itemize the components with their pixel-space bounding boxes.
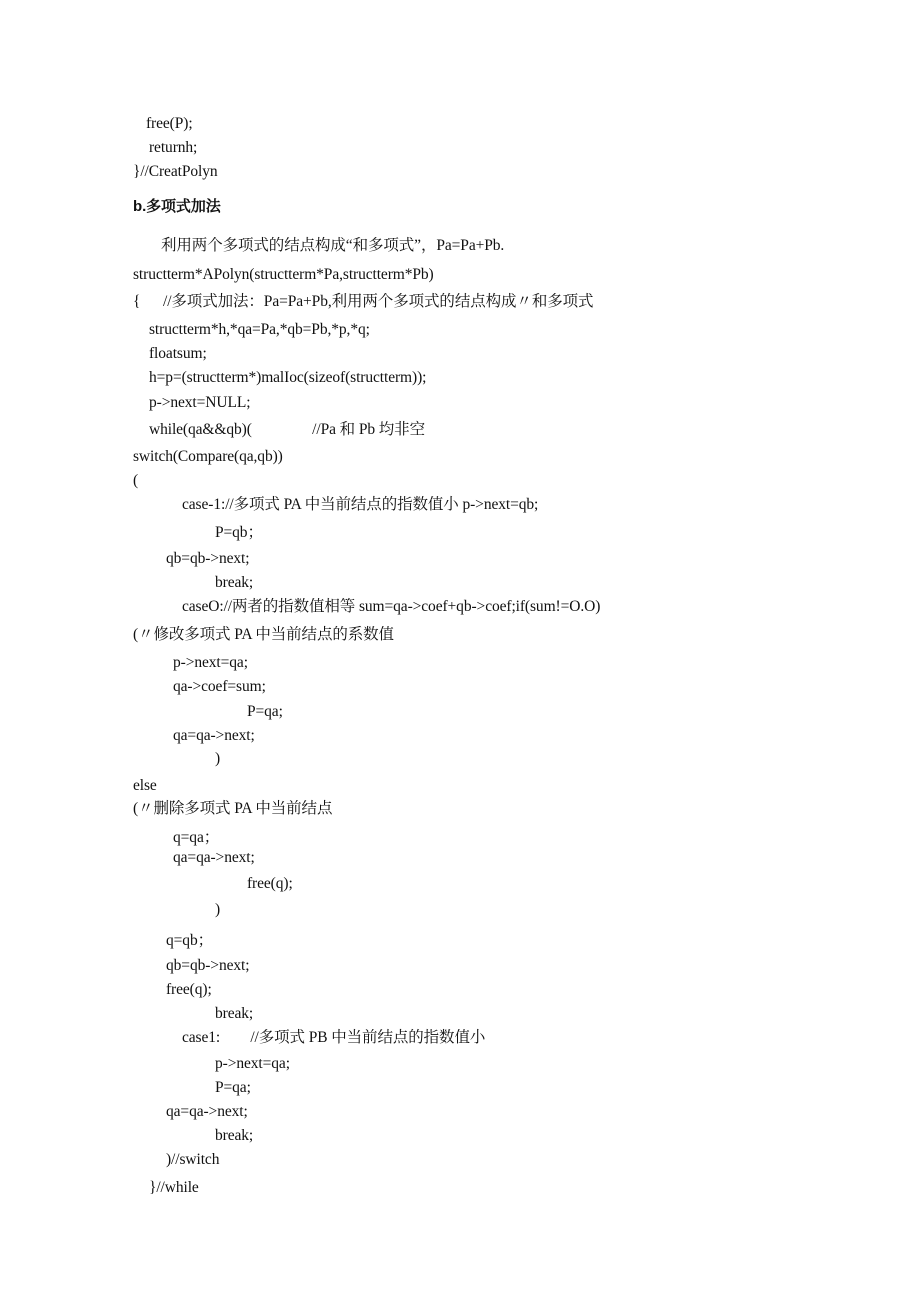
code-line-p-eq-qb: P=qb；	[215, 524, 263, 541]
code-line-p-next-qa-2: p->next=qa;	[215, 1055, 290, 1072]
code-line-break-3: break;	[215, 1127, 254, 1144]
section-heading: b.多项式加法	[133, 198, 221, 215]
code-line-qa-next-3: qa=qa->next;	[166, 1103, 248, 1120]
code-line-qa-next-2: qa=qa->next;	[173, 849, 255, 866]
code-line-switch: switch(Compare(qa,qb))	[133, 448, 283, 465]
code-line-else: else	[133, 777, 157, 794]
code-line-close-paren-2: )	[215, 901, 221, 918]
code-line-return: returnh;	[149, 139, 198, 156]
code-line-end-while: }//while	[149, 1179, 199, 1196]
code-line-break: break;	[215, 574, 254, 591]
code-line-malloc: h=p=(structterm*)malIoc(sizeof(structterm));	[149, 369, 427, 386]
code-line-p-next-qa: p->next=qa;	[173, 654, 248, 671]
code-line-break-2: break;	[215, 1005, 254, 1022]
code-line-q-eq-qb: q=qb；	[166, 932, 213, 949]
code-line-p-eq-qa-2: P=qa;	[215, 1079, 251, 1096]
paragraph-description: 利用两个多项式的结点构成“和多项式”，Pa=Pa+Pb.	[161, 237, 505, 254]
code-line-case-0: caseO://两者的指数值相等 sum=qa->coef+qb->coef;if(sum!=O.O)	[182, 598, 601, 615]
code-line-free-q: free(q);	[247, 875, 293, 892]
code-line-case-1: case1: //多项式 PB 中当前结点的指数值小	[182, 1029, 486, 1046]
code-line-qb-next-2: qb=qb->next;	[166, 957, 250, 974]
code-line-qa-next: qa=qa->next;	[173, 727, 255, 744]
code-line-while: while(qa&&qb)( //Pa 和 Pb 均非空	[149, 421, 425, 438]
code-line-free-p: free(P);	[146, 115, 193, 132]
code-line-close-paren: )	[215, 750, 221, 767]
code-line-case-minus-1: case-1://多项式 PA 中当前结点的指数值小 p->next=qb;	[182, 496, 539, 513]
code-line-end-switch: )//switch	[166, 1151, 220, 1168]
code-line-p-eq-qa: P=qa;	[247, 703, 283, 720]
code-line-modify-comment: (〃修改多项式 PA 中当前结点的系数值	[133, 626, 394, 643]
code-line-q-eq-qa: q=qa；	[173, 829, 220, 846]
code-line-end-creatpolyn: }//CreatPolyn	[133, 163, 218, 180]
code-line-function-signature: structterm*APolyn(structterm*Pa,structterm*Pb)	[133, 266, 434, 283]
code-line-delete-comment: (〃删除多项式 PA 中当前结点	[133, 800, 333, 817]
code-line-open-brace-comment: { //多项式加法：Pa=Pa+Pb,利用两个多项式的结点构成〃和多项式	[133, 293, 594, 310]
code-line-next-null: p->next=NULL;	[149, 394, 251, 411]
code-line-float-sum: floatsum;	[149, 345, 207, 362]
code-line-declarations: structterm*h,*qa=Pa,*qb=Pb,*p,*q;	[149, 321, 370, 338]
code-line-open-paren: (	[133, 472, 139, 489]
code-line-free-q-2: free(q);	[166, 981, 212, 998]
code-line-coef-sum: qa->coef=sum;	[173, 678, 266, 695]
code-line-qb-next: qb=qb->next;	[166, 550, 250, 567]
